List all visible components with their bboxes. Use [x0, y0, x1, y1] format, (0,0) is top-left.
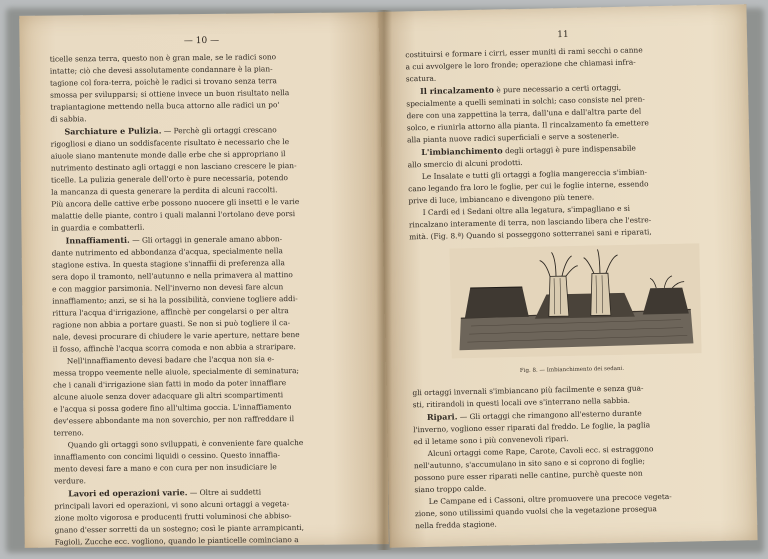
section-heading-ripari: Ripari.	[426, 411, 458, 422]
text-line: nell'autunno, s'accumulano in sito sano e si coprono di foglie;	[413, 456, 646, 471]
text-line: dere con una zappettina la terra, dall'una e dall'altra parte del	[406, 106, 642, 121]
text-line: cano legando fra loro le foglie, per cui le foglie interne, essendo	[408, 179, 649, 194]
text-line: — Gli ortaggi che rimangono all'esterno durante	[459, 408, 642, 422]
text-line: principali lavori ed operazioni, vi sono alcuni ortaggi a vegeta-	[54, 499, 290, 511]
text-line: nella fredda stagione.	[415, 519, 497, 531]
text-line: alcune aiuole senza dover adacquare gli altri scompartimenti	[53, 390, 284, 402]
text-line: di sabbia.	[50, 114, 87, 124]
text-line: Alcuni ortaggi come Rape, Carote, Cavoli ecc. si estraggono	[427, 444, 654, 458]
book-gutter	[376, 10, 392, 550]
right-page-text	[379, 42, 757, 533]
text-line: ticelle senza terra, questo non è gran male, se le radici sono	[49, 52, 277, 64]
text-line: Nell'innaffiamento devesi badare che l'acqua non sia e-	[66, 354, 275, 366]
text-line: ticelle. La pulizia generale dell'orto è pure necessaria, potendo	[50, 173, 288, 185]
text-line: rigogliosi e diano un soddisfacente risultato è necessario che le	[50, 137, 290, 149]
text-line: rincalzano interamente di terra, non lasciando libera che l'estre-	[408, 215, 652, 230]
text-line: verdure.	[54, 476, 86, 486]
text-line: trapiantagione mettendo nella buca attorno alle radici un po'	[50, 100, 280, 112]
text-line: nutrimento destinato agli ortaggi e non lasciano crescere le pian-	[50, 161, 297, 173]
text-line: messa troppo veemente nelle aiuole, specialmente di seminatura;	[52, 366, 300, 378]
text-line: la mancanza di questa generare la perdita di alcuni raccolti.	[51, 185, 278, 197]
text-line: aiuole siano mantenute monde dalle erbe che si appropriano il	[50, 149, 286, 161]
text-line: zione molto vigorosa e producenti frutti voluminosi che abbiso-	[54, 511, 292, 523]
text-line: alla pianta nuove radici superficiali e serve a sostenerle.	[407, 130, 620, 145]
text-line: rittura l'acqua d'irrigazione, affinchè per congelarsi o per altra	[52, 306, 289, 318]
text-line: gnano d'esser sorretti da un sostegno; così le piante arrampicanti,	[54, 522, 305, 535]
text-line: terreno.	[53, 428, 84, 438]
text-line: innaffiamento; anzi, se si ha la possibilità, conviene togliere addi-	[52, 294, 298, 306]
text-line: innaffiamento con concimi liquidi o cessino. Questo innaffia-	[53, 450, 281, 462]
text-line: a cui avvolgere le loro fronde; operazione che chiamasi infra-	[405, 57, 636, 72]
text-line: zione, sono utilissimi quando vuolsi che la vegetazione prosegua	[414, 504, 658, 519]
text-line: mità. (Fig. 8.ª) Quando si posseggono sotterranei sani e riparati,	[409, 227, 652, 242]
text-line: mento devesi fare a mano e con cura per non insudiciare le	[53, 462, 277, 474]
text-line: dante nutrimento ed abbondanza d'acqua, specialmente nella	[51, 246, 283, 258]
text-line: in guardia e combatterli.	[51, 222, 145, 233]
section-heading-rincalzamento: Il rincalzamento	[419, 84, 495, 97]
left-page-text	[20, 50, 389, 549]
text-line: stagione estiva. In questa stagione s'innaffii di preferenza alla	[51, 258, 285, 270]
text-line: sera dopo il tramonto, nell'autunno e nella primavera al mattino	[51, 270, 293, 282]
text-line: intatte; ciò che devesi assolutamente condannare è la pian-	[49, 64, 273, 76]
text-line: Le Campane ed i Cassoni, oltre promuovere una precoce vegeta-	[428, 491, 672, 506]
left-page	[19, 12, 389, 548]
text-line: ed il letame sono i più convenevoli ripari.	[413, 434, 569, 447]
text-line: Quando gli ortaggi sono sviluppati, è conveniente fare qualche	[67, 437, 304, 450]
text-line: specialmente a quelli seminati in solchi; caso consiste nel pren-	[406, 94, 645, 109]
text-line: allo smercio di alcuni prodotti.	[407, 157, 523, 170]
text-line: smossa per svilupparsi; si ottiene invece un buon risultato nella	[50, 88, 290, 100]
text-line: sti, ritirandoli in questi locali ove s'interrano nella sabbia.	[412, 395, 631, 410]
text-line: Più ancora delle cattive erbe possono nuocere gli insetti e le varie	[51, 196, 300, 209]
section-heading-innaffiamenti: Innaffiamenti.	[65, 234, 130, 246]
text-line: l'inverno, vogliono esser riparati dal freddo. Le foglie, la paglia	[413, 420, 651, 435]
right-page	[378, 4, 757, 548]
text-line: scatura.	[405, 73, 437, 84]
text-line: nale, devesi procurare di chiudere le varie aperture, nettare bene	[52, 330, 300, 342]
text-line: è pure necessario a certi ortaggi,	[496, 82, 622, 95]
text-line: e con maggior parsimonia. Nell'inverno non devesi fare alcun	[52, 282, 284, 294]
text-line: prive di luce, imbiancano e divengono più tenere.	[408, 192, 595, 206]
text-line: malattie delle piante, contro i quali malanni l'ortolano deve porsi	[51, 209, 296, 221]
text-line: possono pure esser riparati nelle cantine, purchè queste non	[414, 468, 643, 483]
text-line: il fosso, affinchè l'acqua scorra comoda e non abbia a straripare.	[52, 342, 296, 354]
section-heading-sarchiature: Sarchiature e Pulizia.	[64, 125, 162, 137]
text-line: gli ortaggi invernali s'imbiancano più facilmente e senza gua-	[412, 383, 644, 398]
celery-blanching-illustration	[449, 243, 701, 358]
text-line: I Cardi ed i Sedani oltre alla legatura, s'impagliano e si	[422, 203, 631, 218]
text-line: ragione non abbia a portare guasti. Se non si può togliere il ca-	[52, 318, 291, 330]
text-line: — Perchè gli ortaggi crescano	[163, 125, 277, 136]
text-line: tagione col fora-terra, poichè le radici si trovano senza terra	[49, 76, 277, 88]
section-heading-imbianchimento: L'imbianchimento	[421, 145, 503, 158]
text-line: Le Insalate e tutti gli ortaggi a foglia mangereccia s'imbian-	[421, 167, 648, 182]
section-heading-lavori: Lavori ed operazioni varie.	[68, 487, 188, 499]
text-line: che i canali d'irrigazione sian fatti in modo da poter innaffiare	[53, 378, 287, 390]
text-line: — Gli ortaggi in generale amano abbon-	[132, 234, 283, 245]
text-line: costituirsi e formare i cirri, esser muniti di rami secchi o canne	[405, 45, 643, 60]
figure-caption: Fig. 8. — Imbianchimento dei sedani.	[519, 365, 625, 375]
right-page-number: 11	[557, 29, 569, 41]
text-line: — Oltre ai suddetti	[189, 487, 262, 498]
text-line: solco, e riunirla attorno alla pianta. Il rincalzamento fa emettere	[406, 118, 649, 133]
text-line: siano troppo calde.	[414, 483, 487, 495]
text-line: dev'essere abbondante ma non soverchio, per non raffreddare il	[53, 414, 295, 426]
text-line: degli ortaggi è pure indispensabile	[504, 143, 636, 156]
text-line: Fagioli, Zucche ecc. vogliono, quando le pianticelle cominciano a	[54, 535, 299, 547]
left-page-number: — 10 —	[183, 35, 220, 47]
text-line: e l'acqua si possa godere fino all'ultima goccia. L'innaffiamento	[53, 402, 292, 414]
